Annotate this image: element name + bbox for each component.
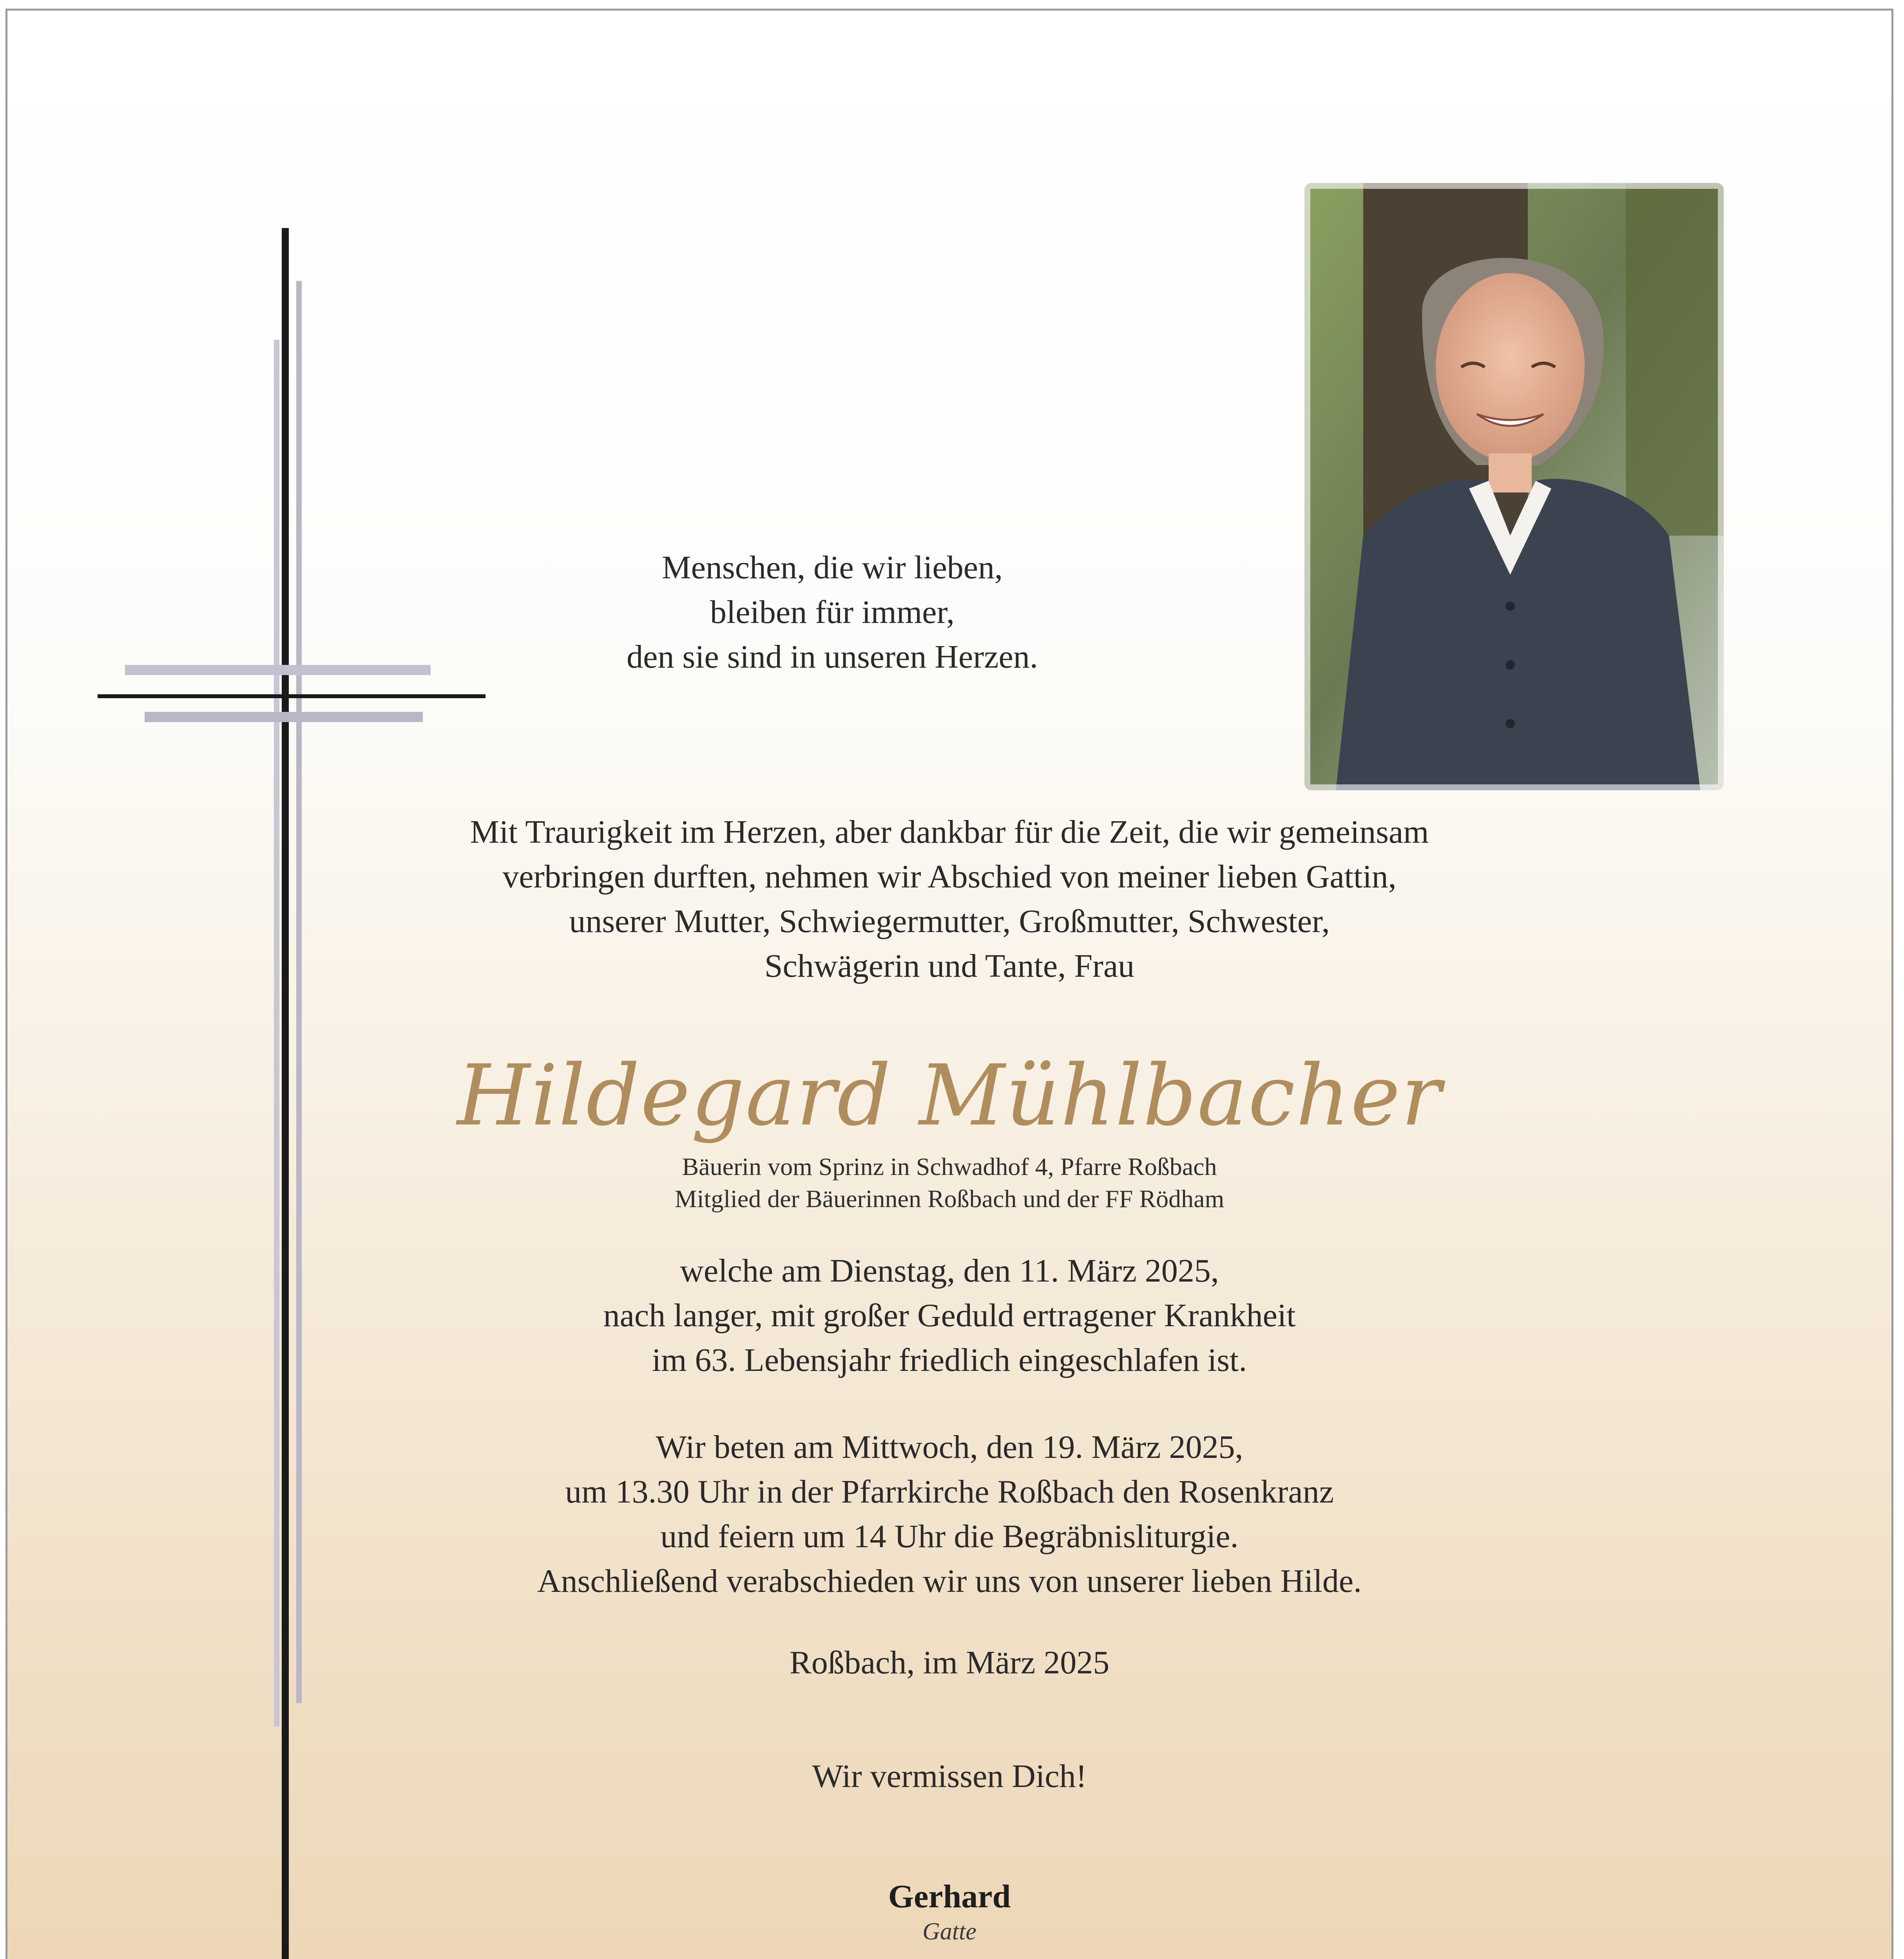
opening-verse <box>531 545 1134 679</box>
detail-line: Mitglied der Bäuerinnen Roßbach und der FF Rödham <box>674 1185 1225 1213</box>
deceased-details <box>7 1151 1891 1215</box>
verse-line: bleiben für immer, <box>710 594 955 630</box>
verse-line: den sie sind in unseren Herzen. <box>627 639 1038 675</box>
funeral-notice <box>7 1425 1891 1604</box>
intro-line: verbringen durften, nehmen wir Abschied von meiner lieben Gattin, <box>502 858 1397 895</box>
mourner-names: Gerhard <box>888 1878 1011 1915</box>
funeral-line: um 13.30 Uhr in der Pfarrkirche Roßbach den Rosenkranz <box>565 1474 1334 1510</box>
funeral-line: Anschließend verabschieden wir uns von unserer lieben Hilde. <box>537 1563 1362 1599</box>
intro-text <box>7 810 1891 989</box>
funeral-line: und feiern um 14 Uhr die Begräbnisliturgie. <box>660 1518 1239 1555</box>
death-line: welche am Dienstag, den 11. März 2025, <box>680 1253 1219 1289</box>
death-line: im 63. Lebensjahr friedlich eingeschlafen ist. <box>652 1342 1247 1378</box>
farewell-line: Wir vermissen Dich! <box>812 1758 1087 1794</box>
intro-line: unserer Mutter, Schwiegermutter, Großmutter, Schwester, <box>569 903 1330 940</box>
place-date: Roßbach, im März 2025 <box>789 1644 1110 1681</box>
detail-line: Bäuerin vom Sprinz in Schwadhof 4, Pfarre Roßbach <box>682 1153 1217 1180</box>
verse-line: Menschen, die wir lieben, <box>661 549 1003 586</box>
death-line: nach langer, mit großer Geduld ertragener Krankheit <box>603 1297 1296 1334</box>
intro-line: Schwägerin und Tante, Frau <box>764 948 1135 984</box>
intro-line: Mit Traurigkeit im Herzen, aber dankbar für die Zeit, die wir gemeinsam <box>470 814 1429 850</box>
obituary-sheet <box>5 9 1893 1959</box>
death-notice <box>7 1249 1891 1383</box>
mourner-relation: Gatte <box>922 1918 976 1945</box>
portrait-photo <box>1304 183 1724 790</box>
deceased-name: Hildegard Mühlbacher <box>457 1047 1442 1144</box>
funeral-line: Wir beten am Mittwoch, den 19. März 2025, <box>656 1429 1243 1465</box>
mourner-group <box>7 1876 1891 1945</box>
